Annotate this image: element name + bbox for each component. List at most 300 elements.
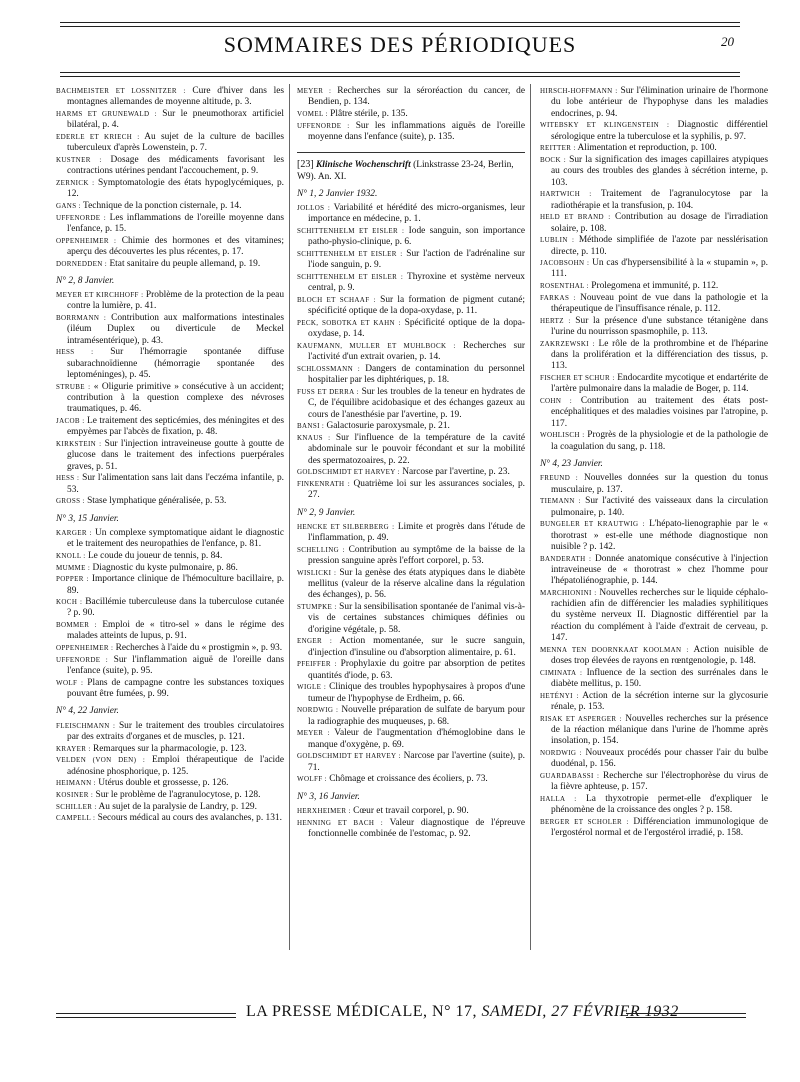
article-authors: JACOB : [56, 417, 85, 425]
article-title: Recherche sur l'électrophorèse du virus de la fièvre aphteuse, p. 157. [551, 770, 768, 793]
article-entry [56, 802, 284, 813]
article-entry [540, 473, 768, 496]
article-authors: STUMPKE : [297, 603, 337, 612]
article-entry [297, 341, 525, 364]
article-authors: HERXHEIMER : [297, 806, 351, 815]
article-title: Nouvelle préparation de sulfate de baryum pour la radiographie des muqueuses, p. 68. [308, 705, 525, 727]
journal-name: Klinische Wochenschrift [316, 160, 411, 171]
article-title: Différenciation immunologique de l'ergostérol normal et de l'ergostérol irradié, p. 158. [551, 816, 768, 839]
article-title: Sur le problème de l'agranulocytose, p. 128. [95, 790, 261, 801]
article-authors: BUNGELER ET KRAUTWIG : [540, 520, 645, 529]
article-title: Méthode simplifiée de l'azote par nesslérisation directe, p. 110. [551, 235, 768, 257]
article-authors: PFEIFFER : [297, 660, 337, 669]
article-title: L'hépato-lienographie par le « thorotrast » est-elle une méthode diagnostique non nuisible ? p. 142. [551, 519, 768, 552]
article-title: Recherches sur la séroréaction du cancer, de Bendien, p. 134. [308, 86, 525, 108]
article-authors: KAUFMANN, MULLER ET MUHLBOCK : [297, 342, 456, 351]
article-authors: NORDWIG : [297, 706, 339, 715]
article-authors: UFFENORDE : [297, 121, 350, 130]
article-authors: HESS : [56, 474, 80, 483]
article-entry [56, 643, 284, 654]
article-entry [540, 396, 768, 430]
article-title: Quatrième loi sur les assurances sociales, p. 27. [308, 478, 525, 501]
footer-line [246, 1003, 679, 1021]
article-entry [56, 655, 284, 678]
article-title: Galactosurie paroxysmale, p. 21. [326, 421, 450, 432]
article-title: Contribution aux malformations intestinales (iléum Duplex ou diverticule de Meckel intramésentérique), p. 43. [67, 313, 284, 346]
article-title: Sur l'alimentation sans lait dans l'eczéma infantile, p. 53. [67, 473, 284, 495]
article-title: Sur la sensibilisation spontanée de l'animal vis-à-vis de certaines substances chimiques définies ou d'origine végétale, p. 58. [308, 602, 526, 635]
article-title: Valeur diagnostique de l'épreuve fonctionnelle combinée de l'estomac, p. 92. [308, 817, 525, 839]
article-entry [297, 636, 525, 659]
article-authors: HENNING ET BACH : [297, 818, 384, 827]
article-authors: VOMEL : [297, 109, 328, 118]
article-authors: HELD ET BRAND : [540, 213, 611, 222]
article-title: Dosage des médicaments favorisant les contractions utérines pendant l'accouchement, p. 9. [67, 154, 284, 177]
article-authors: NORDWIG : [540, 748, 582, 757]
article-entry [297, 705, 525, 728]
article-title: Variabilité et hérédité des micro-organismes, leur importance en médecine, p. 1. [308, 203, 525, 225]
article-authors: SCHITTENHELM ET EISLER : [297, 227, 405, 236]
article-title: Sur l'action de l'adrénaline sur l'iode sanguin, p. 9. [308, 249, 525, 271]
article-title: Sur la genèse des états atypiques dans le diabète mellitus (valeur de la réserve alcaline dans la régulation des échanges), p. 56. [308, 567, 526, 601]
article-authors: WISLICKI : [297, 568, 337, 577]
column-3 [540, 86, 768, 840]
article-title: « Oligurie primitive » consécutive à un accident; contribution à la question complexe des névroses traumatiques, p. 46. [67, 381, 285, 415]
article-entry [297, 364, 525, 387]
article-authors: RISAK ET ASPERGER : [540, 714, 622, 723]
article-title: Problème de la protection de la peau contre la lumière, p. 41. [67, 290, 285, 312]
article-title: Clinique des troubles hypophysaires à propos d'une tumeur de l'hypophyse de Erdheim, p. 66. [308, 682, 526, 704]
article-title: Action nuisible de doses trop élevées de rayons en rœntgenologie, p. 148. [551, 644, 768, 666]
article-authors: SCHITTENHELM ET EISLER : [297, 273, 404, 282]
article-entry [56, 813, 284, 824]
article-entry [56, 178, 284, 201]
article-authors: MEYER : [297, 87, 332, 95]
footer-rule [626, 1013, 746, 1014]
article-entry [56, 473, 284, 496]
article-authors: ENGER : [297, 637, 333, 646]
article-authors: BLOCH ET SCHAAF : [297, 296, 376, 305]
article-entry [297, 226, 525, 249]
article-entry [56, 551, 284, 562]
article-entry [297, 295, 525, 318]
article-title: Action momentanée, sur le sucre sanguin, d'injection d'insuline ou d'absorption alimentaire, p. 61. [308, 636, 525, 658]
article-authors: POPPER : [56, 575, 89, 584]
article-authors: UFFENORDE : [56, 655, 109, 664]
article-title: Sur la signification des images capillaires atypiques au cours des troubles des glandes à sécrétion interne, p. 103. [551, 154, 768, 188]
article-title: Sur le pneumothorax artificiel bilatéral, p. 4. [67, 108, 284, 131]
article-entry [540, 293, 768, 316]
article-entry [56, 439, 284, 473]
article-title: Narcose par l'avertine (suite), p. 71. [308, 751, 525, 773]
article-title: Prolegomena et immunité, p. 112. [591, 281, 719, 292]
article-entry [297, 728, 525, 751]
article-entry [56, 213, 284, 236]
article-authors: CAMPELL : [56, 814, 96, 823]
article-authors: HERTZ : [540, 316, 571, 325]
article-entry [56, 597, 284, 620]
article-title: Thyroxine et système nerveux central, p. 9. [308, 272, 525, 294]
article-authors: SCHELLING : [297, 545, 345, 554]
article-entry [540, 373, 768, 396]
article-title: Chômage et croissance des écoliers, p. 73. [329, 774, 488, 785]
article-entry [56, 236, 284, 259]
article-title: Nouveau point de vue dans la pathologie et la thérapeutique de l'insuffisance rénale, p. 112. [551, 292, 768, 315]
article-title: Recherches sur l'activité d'un extrait ovarien, p. 14. [308, 341, 526, 363]
article-authors: HARMS ET GRUNEWALD : [56, 109, 157, 118]
article-title: Bacillémie tuberculeuse dans la tuberculose cutanée ? p. 90. [67, 597, 284, 619]
article-title: Les inflammations de l'oreille moyenne dans l'enfance, p. 15. [67, 212, 284, 234]
issue-heading: N° 4, 23 Janvier. [540, 458, 603, 469]
article-entry [540, 430, 768, 453]
article-entry [56, 109, 284, 132]
article-title: Spécificité optique de la dopa-oxydase, p. 14. [308, 318, 525, 340]
article-authors: SCHITTENHELM ET EISLER : [297, 250, 403, 259]
issue-heading: N° 3, 15 Janvier. [56, 513, 119, 524]
article-title: Sur les inflammations aiguës de l'oreille moyenne dans l'enfance (suite), p. 135. [308, 120, 525, 142]
article-title: Cure d'hiver dans les montagnes allemandes de moyenne altitude, p. 3. [67, 86, 285, 108]
article-entry [56, 201, 284, 212]
article-authors: GOLDSCHMIDT ET HARVEY : [297, 468, 400, 477]
article-entry [56, 755, 284, 778]
article-authors: WOHLISCH : [540, 431, 585, 440]
article-authors: HEIMANN : [56, 779, 96, 788]
article-authors: JACOBSOHN : [540, 259, 590, 268]
article-authors: HETÉNYI : [540, 691, 579, 700]
header-rule [60, 22, 740, 23]
article-title: Nouvelles recherches sur la présence de la réaction mélanique dans l'urine de l'homme après insolation, p. 154. [551, 713, 768, 747]
article-entry [540, 155, 768, 189]
article-title: Symptomatologie des états hypoglycémiques, p. 12. [67, 177, 285, 200]
article-authors: FISCHER ET SCHUR : [540, 374, 615, 383]
page-number: 20 [721, 34, 734, 49]
article-title: Diagnostic différentiel sérologique entre la tuberculose et la syphilis, p. 97. [551, 120, 769, 142]
article-entry [540, 143, 768, 154]
article-authors: BORRMANN : [56, 314, 107, 323]
article-authors: HESS : [56, 348, 94, 357]
article-title: Emploi thérapeutique de l'acide adénosine phosphorique, p. 125. [67, 755, 285, 777]
article-title: Sur l'activité des vaisseaux dans la circulation pulmonaire, p. 140. [551, 496, 769, 518]
issue-heading: N° 2, 8 Janvier. [56, 275, 115, 286]
article-authors: BANDERATH : [540, 554, 592, 563]
article-entry [297, 203, 525, 226]
page-title: SOMMAIRES DES PÉRIODIQUES [223, 32, 577, 57]
article-authors: VELDEN (VON DEN) : [56, 756, 146, 765]
article-authors: KARGER : [56, 528, 92, 537]
article-entry [297, 568, 525, 602]
article-title: Prophylaxie du goitre par absorption de petites quantités d'iode, p. 63. [308, 659, 526, 681]
article-authors: FUSS ET DERRA : [297, 388, 359, 397]
article-title: Au sujet de la paralysie de Landry, p. 129. [98, 801, 257, 812]
article-entry [56, 290, 284, 313]
journal-heading [297, 152, 525, 183]
article-title: Alimentation et reproduction, p. 100. [577, 143, 717, 154]
article-title: Un complexe symptomatique aidant le diagnostic et le traitement des neuropathies de l'enfance, p. 81. [67, 527, 284, 550]
article-entry [56, 563, 284, 574]
article-title: Chimie des hormones et des vitamines; aperçu des découvertes les plus récentes, p. 17. [67, 235, 284, 257]
article-entry [297, 433, 525, 467]
article-authors: KRAYER : [56, 744, 91, 753]
article-entry [56, 790, 284, 801]
article-authors: ZERNICK : [56, 178, 95, 187]
article-entry [297, 806, 525, 817]
article-title: Contribution au traitement des états post-encéphalitiques et des maladies voisines par l'atropine, p. 117. [551, 396, 769, 429]
article-title: Sur l'injection intraveineuse goutte à goutte de glucose dans le traitement des infections puerpérales graves, p. 51. [67, 438, 284, 472]
column-divider [530, 84, 531, 950]
article-title: Le coude du joueur de tennis, p. 84. [87, 550, 223, 561]
article-title: Au sujet de la culture de bacilles tuberculeux d'après Lowenstein, p. 7. [67, 131, 285, 154]
article-entry [297, 86, 525, 109]
article-authors: HENCKE ET SILBERBERG : [297, 522, 395, 531]
footer-date: 27 FÉVRIER 1932 [551, 1003, 679, 1020]
article-entry [297, 421, 525, 432]
article-authors: BANSI : [297, 422, 325, 431]
article-title: Secours médical au cours des avalanches, p. 131. [97, 813, 282, 824]
article-authors: BACHMEISTER ET LOSSNITZER : [56, 87, 186, 95]
article-title: Nouvelles données sur la question du tonus musculaire, p. 137. [551, 473, 769, 495]
article-title: Recherches à l'aide du « prostigmin », p. 93. [115, 643, 283, 654]
article-authors: MEYER ET KIRCHHOFF : [56, 291, 144, 300]
article-authors: OPPENHEIMER : [56, 236, 117, 245]
issue-heading: N° 4, 22 Janvier. [56, 706, 119, 717]
article-entry [540, 519, 768, 553]
footer-rule [56, 1013, 236, 1014]
article-title: Le traitement des septicémies, des méningites et des empyèmes par l'abcès de fixation, p. 48. [67, 416, 284, 438]
article-title: Valeur de l'augmentation d'hémoglobine dans le manque d'oxygène, p. 69. [308, 728, 525, 750]
article-authors: WOLF : [56, 678, 84, 687]
article-authors: FARKAS : [540, 293, 576, 302]
article-entry [56, 382, 284, 416]
article-authors: SCHLOSSMANN : [297, 365, 361, 374]
article-title: Un cas d'hypersensibilité à la « stupamin », p. 111. [551, 258, 769, 280]
article-authors: ZAKRZEWSKI : [540, 339, 595, 348]
article-entry [56, 132, 284, 155]
article-entry [540, 668, 768, 691]
article-entry [297, 774, 525, 785]
article-entry [297, 249, 525, 272]
article-entry [297, 682, 525, 705]
article-authors: GANS : [56, 201, 81, 210]
journal-address: (Linkstrasse 23-24, Berlin, W9). An. XI. [297, 160, 514, 182]
article-entry [56, 155, 284, 178]
article-entry [56, 528, 284, 551]
article-title: Sur l'influence de la température de la cavité abdominale sur le pouvoir fécondant et sur la mobilité des spermatozoaires, p. 22. [308, 433, 525, 466]
article-title: Le rôle de la prothrombine et de l'héparine dans la prolifération et la différenciation des tissus, p. 113. [551, 338, 769, 372]
article-entry [56, 574, 284, 597]
article-title: Sur le traitement des troubles circulatoires par des extraits d'organes et de muscles, p. 121. [67, 720, 284, 743]
article-entry [56, 778, 284, 789]
article-entry [297, 467, 525, 478]
article-authors: WOLFF : [297, 775, 327, 784]
article-entry [540, 748, 768, 771]
header-rule [60, 76, 740, 77]
article-authors: DORNEDDEN : [56, 259, 108, 268]
article-entry [297, 545, 525, 568]
article-entry [540, 339, 768, 373]
article-entry [540, 212, 768, 235]
article-entry [297, 387, 525, 421]
article-title: Dangers de contamination du personnel hospitalier par les diphtériques, p. 18. [308, 364, 526, 386]
article-title: Sur la présence d'une substance tétanigène dans l'urine du nourrisson spasmophile, p. 113. [551, 315, 768, 338]
article-authors: BOMMER : [56, 621, 97, 630]
article-entry [56, 721, 284, 744]
article-entry [297, 522, 525, 545]
article-entry [56, 313, 284, 347]
article-authors: FREUND : [540, 474, 579, 483]
article-authors: MARCHIONINI : [540, 588, 597, 597]
article-title: Plâtre stérile, p. 135. [330, 108, 408, 119]
article-entry [540, 235, 768, 258]
footer-journal: LA PRESSE MÉDICALE, [246, 1003, 428, 1020]
article-entry [540, 189, 768, 212]
column-1 [56, 86, 284, 825]
article-entry [540, 554, 768, 588]
article-title: Sur l'inflammation aiguë de l'oreille dans l'enfance (suite), p. 95. [67, 654, 284, 677]
column-divider [289, 84, 290, 950]
article-title: Nouveaux procédés pour chasser l'air du bulbe duodénal, p. 156. [551, 747, 769, 770]
article-entry [297, 121, 525, 144]
article-authors: KOCH : [56, 598, 83, 607]
article-title: Remarques sur la pharmacologie, p. 123. [92, 743, 247, 754]
article-title: Progrès de la physiologie et de la pathologie de la coagulation du sang, p. 118. [551, 430, 769, 452]
article-authors: UFFENORDE : [56, 213, 107, 222]
issue-heading: N° 2, 9 Janvier. [297, 507, 356, 518]
article-authors: KUSTNER : [56, 155, 102, 164]
article-authors: SCHILLER : [56, 802, 97, 811]
article-title: Donnée anatomique consécutive à l'injection intraveineuse de « thorotrast » chez l'homme pour l'hépatoliénographie, p. 144. [551, 553, 769, 587]
article-authors: REITTER : [540, 144, 576, 153]
article-title: Endocardite mycotique et endartérite de l'artère pulmonaire dans la maladie de Boger, p. 114. [551, 373, 768, 395]
article-entry [540, 496, 768, 519]
article-authors: WITEBSKY ET KLINGENSTEIN : [540, 121, 670, 130]
journal-number: [23] [297, 159, 314, 171]
article-authors: BOCK : [540, 155, 567, 164]
article-entry [56, 620, 284, 643]
article-title: Nouvelles recherches sur le liquide céphalo-rachidien afin de différencier les maladies syphilitiques du système nerveux II. Diagnostic différentiel par la réaction du complément à l'aide d'extrait de cerveau, p. 147. [551, 587, 769, 643]
article-title: Narcose par l'avertine, p. 23. [402, 467, 510, 478]
article-title: Sur la formation de pigment cutané; spécificité optique de la dopa-oxydase, p. 11. [308, 295, 526, 317]
article-title: Influence de la section des surrénales dans le diabète mellitus, p. 150. [551, 667, 769, 689]
article-authors: HARTWICH : [540, 190, 592, 199]
article-entry [540, 817, 768, 840]
article-entry [297, 602, 525, 636]
column-2 [297, 86, 525, 841]
article-entry [56, 416, 284, 439]
article-authors: FLEISCHMANN : [56, 721, 116, 730]
article-entry [297, 659, 525, 682]
article-title: La thyxotropie permet-elle d'expliquer le phénomène de la croissance des ongles ? p. 158. [551, 793, 768, 816]
article-authors: KNOLL : [56, 551, 86, 560]
article-authors: KIRKSTEIN : [56, 439, 102, 448]
article-authors: HALLA : [540, 794, 577, 803]
article-authors: MEYER : [297, 729, 330, 738]
article-entry [540, 714, 768, 748]
article-authors: KNAUS : [297, 434, 331, 442]
article-title: Limite et progrès dans l'étude de l'inflammation, p. 49. [308, 521, 525, 544]
issue-heading: N° 3, 16 Janvier. [297, 791, 360, 802]
article-title: Utérus double et grossesse, p. 126. [98, 778, 229, 789]
article-title: Etat sanitaire du peuple allemand, p. 19. [109, 258, 261, 269]
article-authors: KOSINER : [56, 791, 94, 800]
article-authors: FINKENRATH : [297, 479, 350, 488]
article-authors: LUBLIN : [540, 236, 575, 245]
article-authors: MENNA TEN DOORNKAAT KOOLMAN : [540, 645, 689, 654]
article-authors: PECK, SOBOTKA ET KAHN : [297, 319, 401, 328]
article-entry [540, 120, 768, 143]
article-entry [540, 86, 768, 120]
article-authors: ROSENTHAL : [540, 282, 589, 291]
article-authors: GOLDSCHMIDT ET HARVEY : [297, 752, 401, 761]
article-entry [540, 691, 768, 714]
footer-rule [56, 1017, 236, 1018]
article-authors: GROSS : [56, 497, 85, 506]
article-entry [540, 258, 768, 281]
article-entry [540, 771, 768, 794]
article-authors: HIRSCH-HOFFMANN : [540, 87, 618, 95]
article-authors: WIGLE : [297, 683, 327, 692]
article-entry [56, 496, 284, 507]
article-authors: EDERLE ET KRIECH : [56, 132, 140, 141]
header-rule [60, 72, 740, 73]
article-authors: STRUBE : [56, 382, 91, 391]
article-entry [540, 794, 768, 817]
article-authors: TIEMANN : [540, 497, 581, 506]
footer-day: SAMEDI, [481, 1003, 547, 1020]
article-title: Technique de la ponction cisternale, p. 14. [83, 200, 242, 211]
issue-heading: N° 1, 2 Janvier 1932. [297, 188, 378, 199]
article-entry [56, 744, 284, 755]
article-title: Sur les troubles de la teneur en hydrates de C, de l'équilibre acidobasique et des échanges gazeux au cours de l'anesthésie par l'avertine, p. 19. [308, 387, 526, 420]
article-title: Diagnostic du kyste pulmonaire, p. 86. [92, 562, 238, 573]
article-title: Emploi de « titro-sel » dans le régime des malades atteints de lupus, p. 91. [67, 620, 284, 642]
article-title: Importance clinique de l'hémoculture bacillaire, p. 89. [67, 574, 285, 596]
article-entry [540, 281, 768, 292]
article-entry [297, 751, 525, 774]
article-entry [297, 479, 525, 502]
header-rule [60, 26, 740, 27]
article-entry [297, 818, 525, 841]
article-entry [297, 318, 525, 341]
article-authors: JOLLOS : [297, 204, 331, 213]
article-title: Traitement de l'agranulocytose par la radiothérapie et la transfusion, p. 104. [551, 189, 768, 211]
article-authors: COHN : [540, 397, 573, 406]
article-authors: CIMINATA : [540, 668, 583, 677]
article-title: Plans de campagne contre les substances toxiques pouvant être fumées, p. 99. [67, 677, 284, 700]
article-entry [56, 259, 284, 270]
article-title: Sur l'élimination urinaire de l'hormone du lobe antérieur de l'hypophyse dans les maladies endocrines, p. 94. [551, 86, 769, 119]
article-authors: OPPENHEIMER : [56, 644, 114, 653]
article-entry [56, 347, 284, 381]
article-authors: BERGER ET SCHOLER : [540, 817, 629, 826]
article-entry [56, 86, 284, 109]
article-title: Cœur et travail corporel, p. 90. [353, 805, 469, 816]
article-title: Action de la sécrétion interne sur la glycosurie rénale, p. 153. [551, 690, 768, 712]
article-title: Stase lymphatique généralisée, p. 53. [87, 496, 227, 507]
article-title: Contribution au dosage de l'irradiation solaire, p. 108. [551, 212, 768, 234]
article-entry [297, 272, 525, 295]
article-entry [540, 645, 768, 668]
footer-number: N° 17, [432, 1003, 477, 1020]
article-entry [540, 588, 768, 644]
article-title: Contribution au symptôme de la baisse de la pression sanguine après l'effort corporel, p. 53. [308, 544, 526, 567]
article-title: Iode sanguin, son importance patho-physio-clinique, p. 6. [308, 226, 526, 248]
footer-rule [626, 1017, 746, 1018]
article-title: Sur l'hémorragie spontanée diffuse subarachnoïdienne (hémorragie spontanée des leptoméninges), p. 45. [67, 347, 284, 381]
article-authors: GUARDABASSI : [540, 771, 600, 780]
article-entry [540, 316, 768, 339]
article-authors: MUMME : [56, 563, 91, 572]
article-entry [56, 678, 284, 701]
